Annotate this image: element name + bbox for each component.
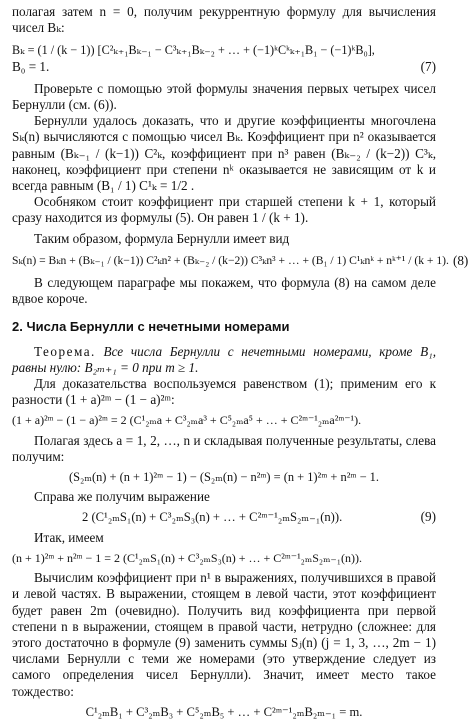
equation-7-row-2 bbox=[12, 59, 436, 75]
theorem-label: Теорема. bbox=[34, 343, 96, 359]
paragraph-coefficients: Бернулли удалось доказать, что и другие коэффициенты многочлена Sₖ(n) вычисляются с помощью чисел Bₖ. Коэффициент при n² оказывается равным (Bₖ₋₁ / (k−1)) C²ₖ, коэффициент при n³ равен (Bₖ₋₂ / (k−2)) C³ₖ, наконец, коэффициент при степени nᵏ оказывается не зависящим от k и всегда равным (B₁ / 1) C¹ₖ = 1/2 . bbox=[12, 113, 436, 194]
paragraph-check: Проверьте с помощью этой формулы значения первых четырех чисел Бернулли (см. (6)). bbox=[12, 80, 436, 113]
equation-7-line-1: Bₖ = (1 / (k − 1)) [C²ₖ₊₁Bₖ₋₁ − C³ₖ₊₁Bₖ₋₂ + … + (−1)ᵏCᵏₖ₊₁B₁ − (−1)ᵏB₀], bbox=[12, 43, 375, 58]
equation-identity bbox=[12, 550, 436, 566]
equation-9 bbox=[12, 509, 436, 525]
paragraph-right-side: Справа же получим выражение bbox=[34, 489, 210, 505]
equation-final-identity-body: C¹₂ₘB₁ + C³₂ₘB₃ + C⁵₂ₘB₅ + … + C²ᵐ⁻¹₂ₘB₂ₘ₋₁ = m. bbox=[85, 704, 363, 719]
paragraph-formula-intro: Таким образом, формула Бернулли имеет вид bbox=[34, 230, 290, 246]
paragraph-thus: Итак, имеем bbox=[34, 529, 104, 545]
equation-8-body: Sₖ(n) = Bₖn + (Bₖ₋₁ / (k−1)) C²ₖn² + (Bₖ₋₂ / (k−2)) C³ₖn³ + … + (B₁ / 1) C¹ₖnᵏ + nᵏ⁺¹ / (k + 1). bbox=[12, 253, 449, 267]
equation-left-side-body: (S₂ₘ(n) + (n + 1)²ᵐ − 1) − (S₂ₘ(n) − n²ᵐ) = (n + 1)²ᵐ + n²ᵐ − 1. bbox=[69, 470, 379, 485]
equation-9-number: (9) bbox=[420, 509, 436, 525]
equation-final-identity bbox=[12, 704, 436, 720]
equation-7-line-2: B₀ = 1. bbox=[12, 58, 50, 74]
theorem bbox=[12, 344, 436, 376]
equation-8-number: (8) bbox=[452, 252, 468, 268]
equation-binomial-difference bbox=[12, 412, 436, 428]
equation-identity-body: (n + 1)²ᵐ + n²ᵐ − 1 = 2 (C¹₂ₘS₁(n) + C³₂ₘS₃(n) + … + C²ᵐ⁻¹₂ₘS₂ₘ₋₁(n)). bbox=[12, 550, 362, 565]
paragraph-coefficient-at-n: Вычислим коэффициент при n¹ в выражениях, получившихся в правой и левой частях. В выражении, стоящем в левой части, этот коэффициент будет равен 2m (очевидно). Получить вид коэффициента при первой степени n в выражении, стоящем в правой части, нетрудно (сложнее: для этого достаточно в формуле (9) заменить суммы Sⱼ(n) (j = 1, 3, …, 2m − 1) числами Бернулли с теми же номерами (это утверждение следует из самого определения чисел Бернулли). Значит, имеет место такое тождество: bbox=[12, 570, 436, 699]
equation-7 bbox=[12, 42, 436, 58]
paragraph-leading-coefficient: Особняком стоит коэффициент при старшей степени k + 1, который сразу находится из формулы (5). Он равен 1 / (k + 1). bbox=[12, 194, 436, 226]
paragraph-next-section-note: В следующем параграфе мы покажем, что формула (8) на самом деле вдвое короче. bbox=[12, 275, 436, 307]
equation-binomial-difference-body: (1 + a)²ᵐ − (1 − a)²ᵐ = 2 (C¹₂ₘa + C³₂ₘa³ + C⁵₂ₘa⁵ + … + C²ᵐ⁻¹₂ₘa²ᵐ⁻¹). bbox=[12, 413, 362, 428]
equation-8 bbox=[12, 252, 468, 269]
theorem-text: Все числа Бернулли с нечетными номерами, кроме B₁, равны нулю: B₂ₘ₊₁ = 0 при m ≥ 1. bbox=[12, 343, 437, 375]
paragraph-recurrence-intro: полагая затем n = 0, получим рекуррентную формулу для вычисления чисел Bₖ: bbox=[12, 4, 436, 36]
equation-left-side bbox=[12, 469, 436, 485]
section-heading: 2. Числа Бернулли с нечетными номерами bbox=[12, 319, 290, 335]
paragraph-proof-start: Для доказательства воспользуемся равенством (1); применим его к разности (1 + a)²ᵐ − (1 − a)²ᵐ: bbox=[12, 376, 436, 408]
equation-9-body: 2 (C¹₂ₘS₁(n) + C³₂ₘS₃(n) + … + C²ᵐ⁻¹₂ₘS₂ₘ₋₁(n)). bbox=[82, 510, 343, 525]
equation-7-number: (7) bbox=[420, 58, 436, 74]
paragraph-summation: Полагая здесь a = 1, 2, …, n и складывая полученные результаты, слева получим: bbox=[12, 432, 436, 464]
